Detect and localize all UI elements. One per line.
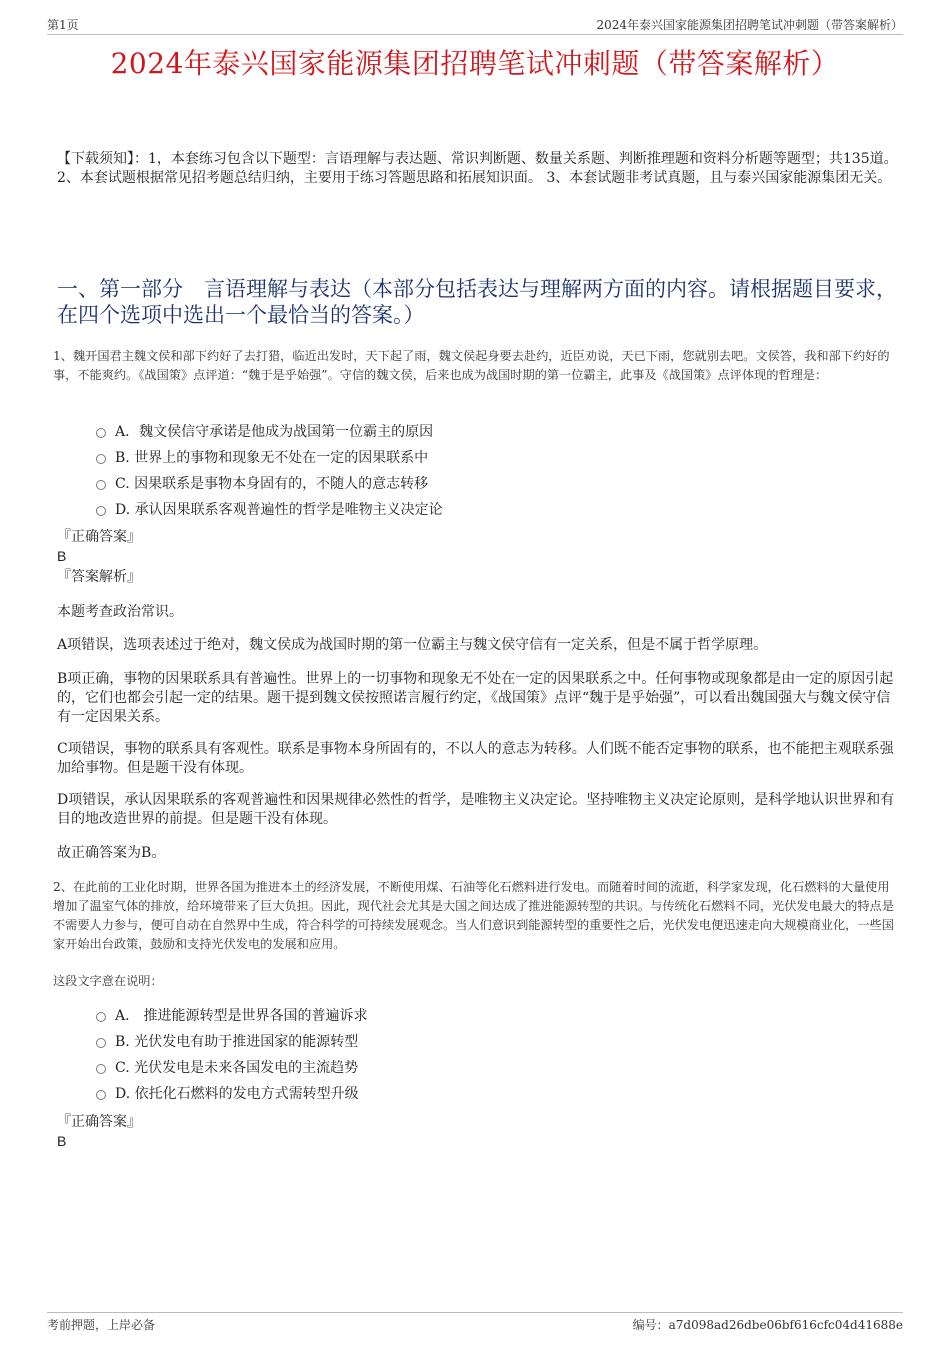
option-c[interactable]	[95, 1055, 695, 1081]
option-label: C. 光伏发电是未来各国发电的主流趋势	[115, 1060, 359, 1076]
header-doc-title: 2024年泰兴国家能源集团招聘笔试冲刺题（带答案解析）	[596, 18, 903, 32]
analysis-line: A项错误，选项表述过于绝对，魏文侯成为战国时期的第一位霸主与魏文侯守信有一定关系，但是不属于哲学原理。	[57, 637, 768, 653]
radio-icon[interactable]	[96, 1038, 106, 1048]
analysis-line: B项正确，事物的因果联系具有普遍性。世界上的一切事物和现象无不处在一定的因果联系之中。任何事物或现象都是由一定的原因引起的，它们也都会引起一定的结果。题干提到魏文侯按照诺言履行约定，《战国策》点评“魏于是乎始强”，可以看出魏国强大与魏文侯守信有一定因果关系。	[57, 671, 894, 725]
radio-icon[interactable]	[96, 454, 106, 464]
document-id: 编号：a7d098ad26dbe06bf616cfc04d41688e	[632, 1318, 903, 1332]
footer-slogan: 考前押题，上岸必备	[47, 1318, 156, 1332]
option-d[interactable]	[95, 497, 695, 523]
download-notice: 【下载须知】：1，本套练习包含以下题型：言语理解与表达题、常识判断题、数量关系题、判断推理题和资料分析题等题型；共135道。 2、本套试题根据常见招考题总结归纳，主要用于练习答题思路和拓展知识面。 3、本套试题非考试真题，且与泰兴国家能源集团无关。	[57, 151, 898, 186]
answer-label: 『正确答案』	[57, 1114, 141, 1130]
radio-icon[interactable]	[96, 1090, 106, 1100]
document-title: 2024年泰兴国家能源集团招聘笔试冲刺题（带答案解析）	[110, 47, 840, 80]
radio-icon[interactable]	[96, 480, 106, 490]
question-2-stem: 2、在此前的工业化时期，世界各国为推进本土的经济发展，不断使用煤、石油等化石燃料进行发电。而随着时间的流逝，科学家发现，化石燃料的大量使用增加了温室气体的排放，给环境带来了巨大负担。因此，现代社会尤其是大国之间达成了推进能源转型的共识。与传统化石燃料不同，光伏发电最大的特点是不需要人力参与，便可自动在自然界中生成，符合科学的可持续发展观念。当人们意识到能源转型的重要性之后，光伏发电便迅速走向大规模商业化，一些国家开始出台政策，鼓励和支持光伏发电的发展和应用。	[53, 880, 894, 951]
option-b[interactable]	[95, 1029, 695, 1055]
option-a[interactable]	[95, 1003, 695, 1029]
radio-icon[interactable]	[96, 1012, 106, 1022]
option-label: C. 因果联系是事物本身固有的，不随人的意志转移	[115, 476, 429, 492]
question-1-stem: 1、魏开国君主魏文侯和部下约好了去打猎，临近出发时，天下起了雨，魏文侯起身要去赴约，近臣劝说，天已下雨，您就别去吧。文侯答，我和部下约好的事，不能爽约。《战国策》点评道：“魏于是乎始强”。守信的魏文侯，后来也成为战国时期的第一位霸主，此事及《战国策》点评体现的哲理是：	[53, 349, 890, 382]
page-header	[47, 14, 903, 35]
answer-value: B	[57, 548, 67, 564]
page-footer	[47, 1312, 903, 1333]
option-label: B. 光伏发电有助于推进国家的能源转型	[115, 1034, 359, 1050]
answer-value: B	[57, 1133, 67, 1149]
section-heading: 一、第一部分 言语理解与表达（本部分包括表达与理解两方面的内容。请根据题目要求，在四个选项中选出一个最恰当的答案。）	[57, 277, 897, 327]
radio-icon[interactable]	[96, 506, 106, 516]
analysis-label: 『答案解析』	[57, 569, 141, 585]
option-d[interactable]	[95, 1081, 695, 1107]
radio-icon[interactable]	[96, 428, 106, 438]
option-label: A．魏文侯信守承诺是他成为战国第一位霸主的原因	[115, 424, 434, 440]
analysis-line: C项错误，事物的联系具有客观性。联系是事物本身所固有的，不以人的意志为转移。人们既不能否定事物的联系，也不能把主观联系强加给事物。但是题干没有体现。	[57, 741, 894, 776]
option-c[interactable]	[95, 471, 695, 497]
question-2-options	[95, 1003, 695, 1107]
option-label: D. 承认因果联系客观普遍性的哲学是唯物主义决定论	[115, 502, 443, 518]
option-label: A． 推进能源转型是世界各国的普遍诉求	[115, 1008, 368, 1024]
option-b[interactable]	[95, 445, 695, 471]
option-a[interactable]	[95, 419, 695, 445]
analysis-line: 故正确答案为B。	[57, 845, 166, 861]
question-2-prompt: 这段文字意在说明：	[53, 974, 163, 988]
analysis-line: 本题考查政治常识。	[57, 604, 183, 620]
analysis-line: D项错误，承认因果联系的客观普遍性和因果规律必然性的哲学，是唯物主义决定论。坚持唯物主义决定论原则，是科学地认识世界和有目的地改造世界的前提。但是题干没有体现。	[57, 792, 895, 827]
question-1-options	[95, 419, 695, 523]
radio-icon[interactable]	[96, 1064, 106, 1074]
page-number: 第1页	[47, 18, 79, 32]
answer-label: 『正确答案』	[57, 529, 141, 545]
option-label: B. 世界上的事物和现象无不处在一定的因果联系中	[115, 450, 429, 466]
option-label: D. 依托化石燃料的发电方式需转型升级	[115, 1086, 359, 1102]
